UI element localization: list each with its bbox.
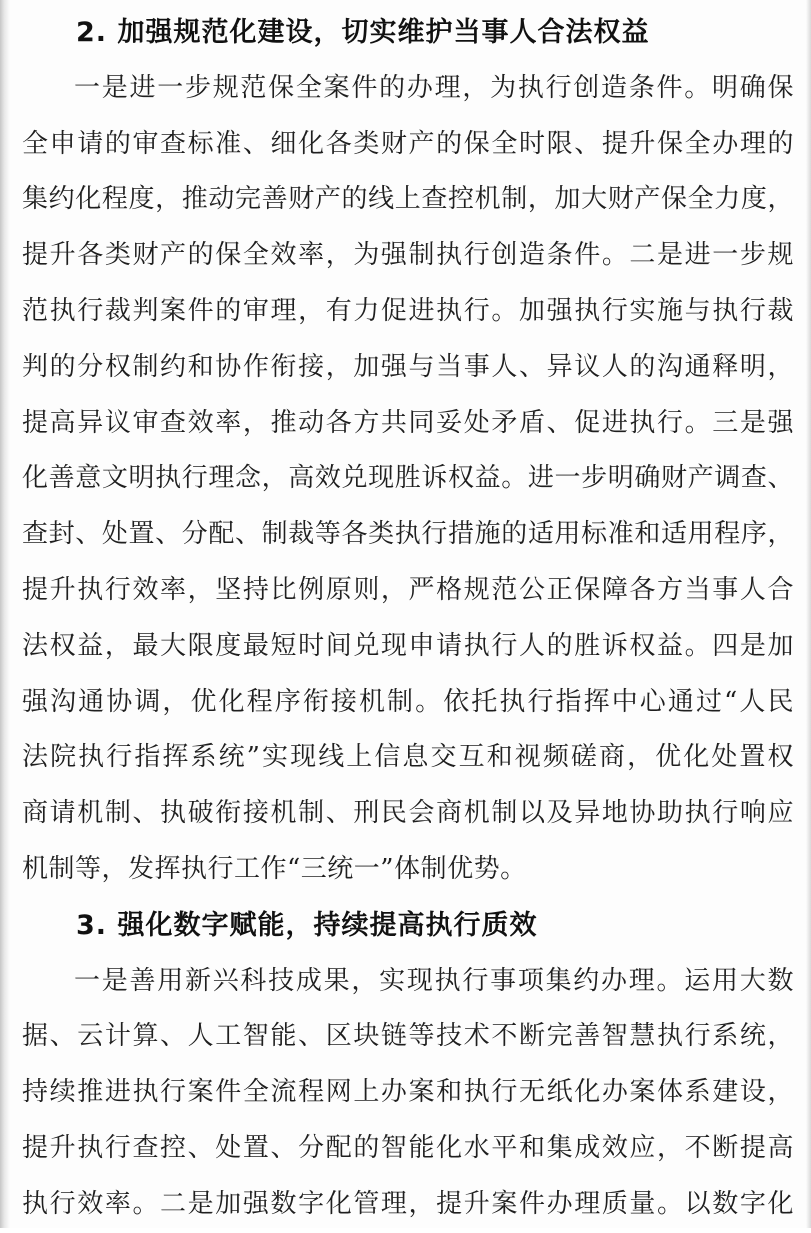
text-line: 查封、处置、分配、制裁等各类执行措施的适用标准和适用程序，	[22, 519, 794, 550]
text-line: 一是进一步规范保全案件的办理，为执行创造条件。明确保	[74, 72, 794, 103]
text-line: 法院执行指挥系统”实现线上信息交互和视频磋商，优化处置权	[22, 742, 794, 773]
text-line: 全申请的审查标准、细化各类财产的保全时限、提升保全办理的	[22, 128, 794, 159]
text-line: 集约化程度，推动完善财产的线上查控机制，加大财产保全力度，	[22, 184, 794, 215]
text-line: 强沟通协调，优化程序衔接机制。依托执行指挥中心通过“人民	[22, 686, 794, 717]
text-line: 提升执行查控、处置、分配的智能化水平和集成效应，不断提高	[22, 1132, 794, 1163]
text-line: 机制等，发挥执行工作“三统一”体制优势。	[22, 853, 527, 884]
section-heading: 3. 强化数字赋能，持续提高执行质效	[76, 909, 538, 941]
text-line: 范执行裁判案件的审理，有力促进执行。加强执行实施与执行裁	[22, 295, 794, 326]
text-line: 提升执行效率，坚持比例原则，严格规范公正保障各方当事人合	[22, 574, 794, 605]
text-line: 商请机制、执破衔接机制、刑民会商机制以及异地协助执行响应	[22, 798, 794, 829]
text-line: 一是善用新兴科技成果，实现执行事项集约办理。运用大数	[74, 965, 794, 996]
text-line: 提高异议审查效率，推动各方共同妥处矛盾、促进执行。三是强	[22, 407, 794, 438]
section-heading: 2. 加强规范化建设，切实维护当事人合法权益	[76, 17, 650, 48]
document-body	[22, 5, 794, 1233]
text-line: 提升各类财产的保全效率，为强制执行创造条件。二是进一步规	[22, 240, 794, 271]
text-line: 持续推进执行案件全流程网上办案和执行无纸化办案体系建设，	[22, 1077, 794, 1108]
page-left-edge-shadow	[0, 0, 10, 1228]
text-line: 判的分权制约和协作衔接，加强与当事人、异议人的沟通释明，	[22, 351, 794, 382]
text-line: 据、云计算、人工智能、区块链等技术不断完善智慧执行系统，	[22, 1021, 794, 1052]
page-right-edge-shadow	[806, 0, 811, 1228]
text-line: 化善意文明执行理念，高效兑现胜诉权益。进一步明确财产调查、	[22, 463, 794, 494]
text-line: 法权益，最大限度最短时间兑现申请执行人的胜诉权益。四是加	[22, 630, 794, 661]
text-line: 执行效率。二是加强数字化管理，提升案件办理质量。以数字化	[22, 1188, 794, 1219]
